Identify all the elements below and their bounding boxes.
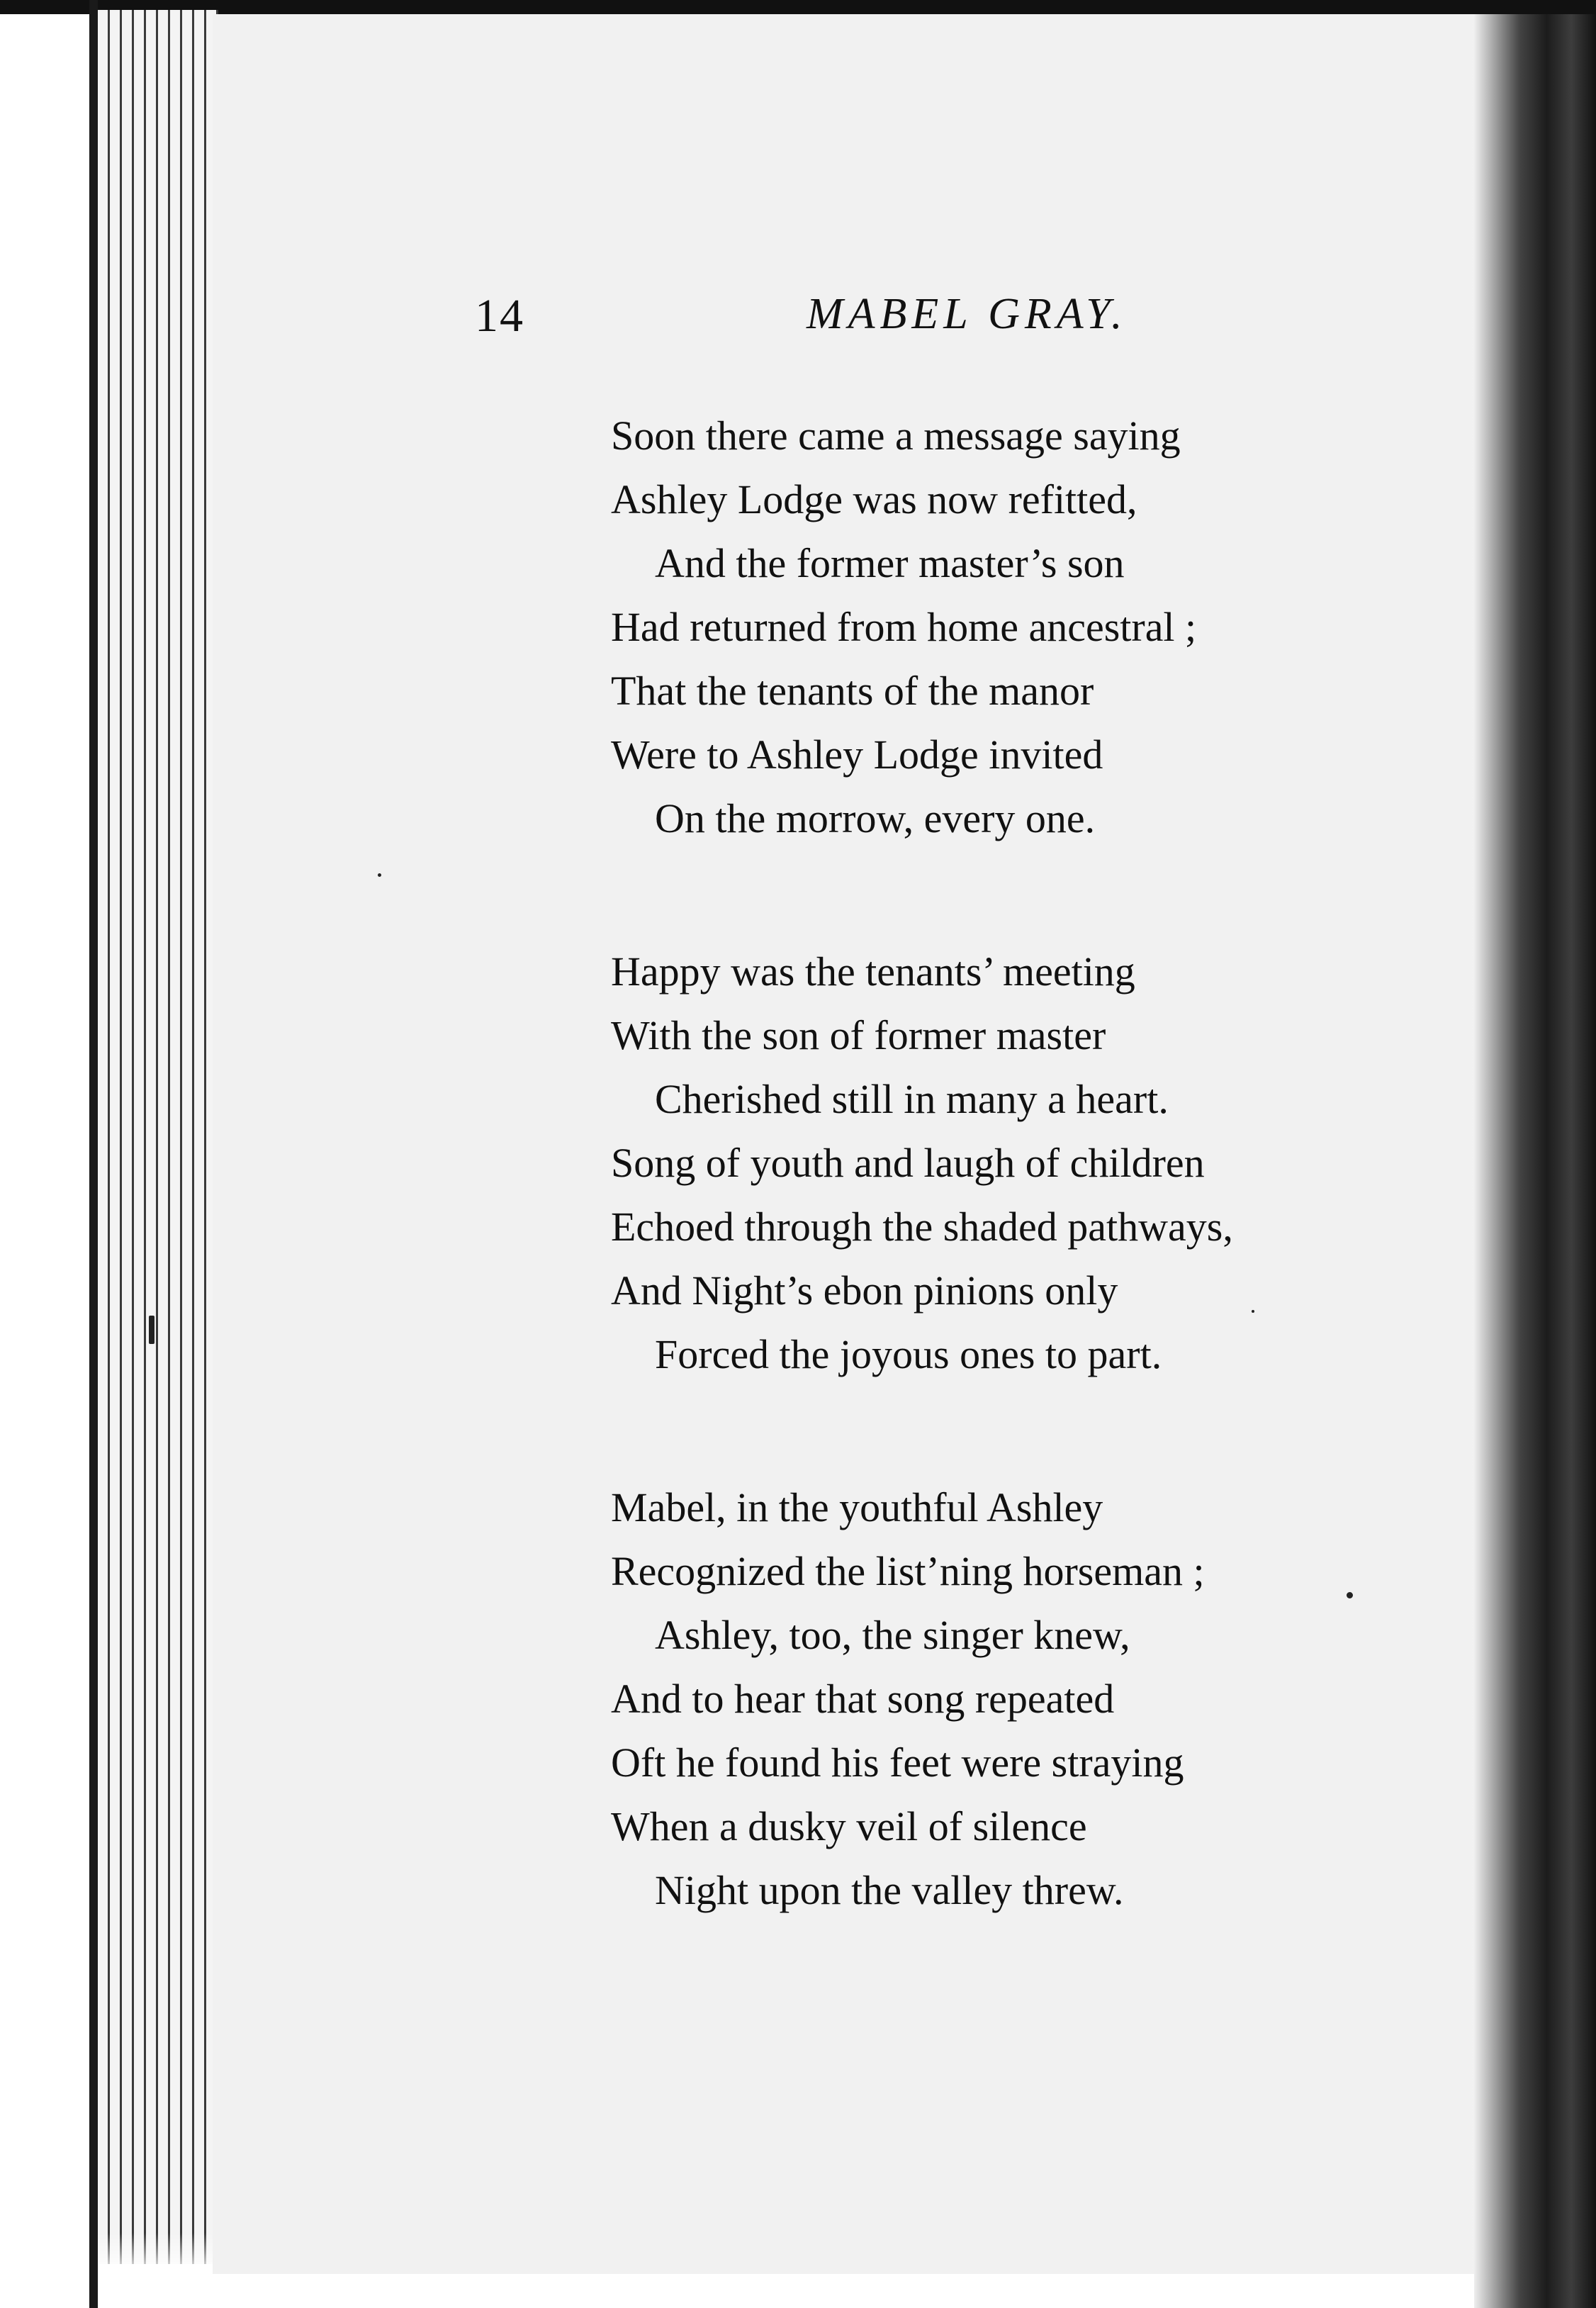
- scan-bottom-margin: [213, 2274, 1474, 2308]
- poem-line: Were to Ashley Lodge invited: [611, 732, 1103, 778]
- page-edges-stack: [98, 10, 218, 2264]
- poem-line: Soon there came a message saying: [611, 413, 1181, 459]
- page-edges-fade: [98, 2233, 218, 2275]
- poem-line: Mabel, in the youthful Ashley: [611, 1484, 1103, 1530]
- poem-line: Forced the joyous ones to part.: [655, 1331, 1162, 1377]
- poem-line: With the son of former master: [611, 1012, 1106, 1058]
- poem-line: Ashley Lodge was now refitted,: [611, 476, 1137, 522]
- scan-top-border: [0, 0, 1596, 14]
- book-spine-gutter: [1473, 14, 1596, 2308]
- poem-line: On the morrow, every one.: [655, 795, 1096, 841]
- poem-line: And to hear that song repeated: [611, 1676, 1115, 1722]
- poem-line: Song of youth and laugh of children: [611, 1140, 1205, 1186]
- poem-line: Happy was the tenants’ meeting: [611, 948, 1135, 995]
- poem-line: That the tenants of the manor: [611, 668, 1094, 714]
- scan-speck: [1347, 1592, 1353, 1598]
- scan-mark: [149, 1316, 154, 1344]
- poem-line: Oft he found his feet were straying: [611, 1740, 1184, 1786]
- running-title: MABEL GRAY.: [807, 290, 1128, 338]
- poem-line: When a dusky veil of silence: [611, 1803, 1087, 1849]
- scan-speck: [378, 873, 381, 877]
- page-number: 14: [475, 290, 524, 342]
- poem-line: And Night’s ebon pinions only: [611, 1267, 1118, 1313]
- poem-line: Echoed through the shaded pathways,: [611, 1204, 1233, 1250]
- poem-line: And the former master’s son: [655, 540, 1125, 586]
- poem-line: Night upon the valley threw.: [655, 1867, 1124, 1913]
- poem-line: Ashley, too, the singer knew,: [655, 1612, 1130, 1658]
- scan-speck: [1252, 1310, 1254, 1313]
- poem-line: Had returned from home ancestral ;: [611, 604, 1197, 650]
- poem-line: Recognized the list’ning horseman ;: [611, 1548, 1205, 1594]
- poem-line: Cherished still in many a heart.: [655, 1076, 1169, 1122]
- book-cover-edge: [89, 0, 98, 2308]
